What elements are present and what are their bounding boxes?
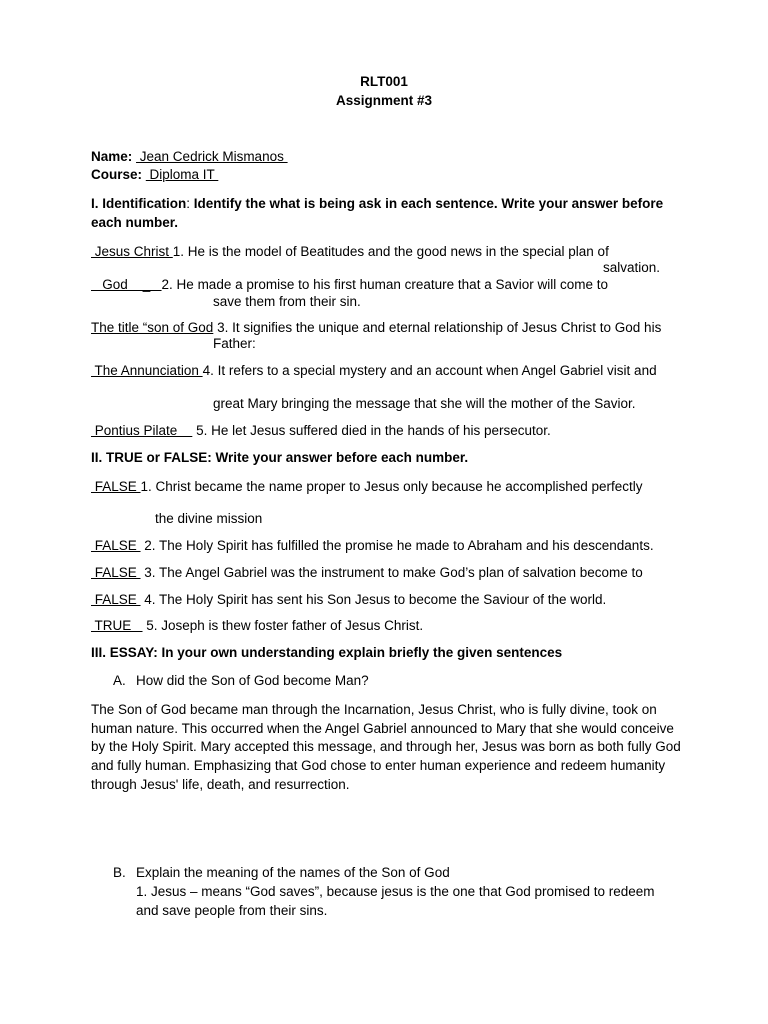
course-row <box>91 166 322 183</box>
part1-heading <box>91 195 663 212</box>
question-2-continued: save them from their sin. <box>213 294 361 309</box>
answer-4: The Annunciation <box>91 363 203 378</box>
identification-item-5 <box>91 422 551 439</box>
answer-1: Jesus Christ <box>91 244 173 259</box>
essay-question-a: How did the Son of God become Man? <box>136 673 369 688</box>
name-label: Name: <box>91 149 133 164</box>
question-3-continued: Father: <box>213 336 256 351</box>
document-code: RLT001 <box>360 74 408 89</box>
tf-statement-5: 5. Joseph is thew foster father of Jesus Christ. <box>142 618 424 633</box>
tf-answer-4: FALSE <box>91 592 141 607</box>
tf-item-5 <box>91 617 423 634</box>
question-1-continued: salvation. <box>603 260 661 275</box>
tf-item-2 <box>91 537 654 554</box>
tf-statement-1-continued: the divine mission <box>155 511 263 526</box>
identification-item-4 <box>91 362 657 379</box>
essay-answer-b: 1. Jesus – means “God saves”, because jesus is the one that God promised to redeem and save people from their sins. <box>136 884 655 918</box>
tf-answer-5: TRUE <box>91 618 143 633</box>
tf-statement-2: 2. The Holy Spirit has fulfilled the promise he made to Abraham and his descendants. <box>140 538 654 553</box>
question-2: 2. He made a promise to his first human creature that a Savior will come to <box>161 277 608 292</box>
name-row <box>91 148 312 165</box>
tf-answer-3: FALSE <box>91 565 141 580</box>
identification-item-3 <box>91 319 661 336</box>
essay-answer-a: The Son of God became man through the Incarnation, Jesus Christ, who is fully divine, took on human nature. This occurred when the Angel Gabriel announced to Mary that she would conceive by the Holy Spirit. Mary accepted this message, and through her, Jesus was born as both fully God and fully human. Emphasizing that God chose to enter human experience and redeem humanity through Jesus' life, death, and resurrection. <box>91 702 681 792</box>
question-4: 4. It refers to a special mystery and an account when Angel Gabriel visit and <box>202 363 657 378</box>
course-value: Diploma IT <box>145 167 219 182</box>
tf-statement-3: 3. The Angel Gabriel was the instrument to make God’s plan of salvation become to <box>140 565 643 580</box>
tf-statement-4: 4. The Holy Spirit has sent his Son Jesus to become the Saviour of the world. <box>140 592 607 607</box>
question-5: 5. He let Jesus suffered died in the hands of his persecutor. <box>192 423 551 438</box>
essay-question-b: Explain the meaning of the names of the Son of God <box>136 865 450 880</box>
tf-answer-2: FALSE <box>91 538 141 553</box>
part1-heading-colon: : <box>186 196 191 211</box>
tf-item-3 <box>91 564 643 581</box>
assignment-title: Assignment #3 <box>335 93 433 108</box>
part2-heading: II. TRUE or FALSE: Write your answer before each number. <box>91 450 469 465</box>
part1-heading-line2: each number. <box>91 215 179 230</box>
tf-statement-1: 1. Christ became the name proper to Jesus only because he accomplished perfectly <box>140 479 643 494</box>
tf-item-4 <box>91 591 606 608</box>
answer-3: The title “son of God <box>91 320 214 335</box>
essay-question-a-marker: A. <box>113 673 126 688</box>
tf-item-1 <box>91 478 643 495</box>
answer-5: Pontius Pilate <box>91 423 193 438</box>
course-label: Course: <box>91 167 143 182</box>
part1-heading-number: I. Identification <box>91 196 187 211</box>
question-3: 3. It signifies the unique and eternal relationship of Jesus Christ to God his <box>213 320 662 335</box>
name-value: Jean Cedrick Mismanos <box>136 149 288 164</box>
tf-answer-1: FALSE <box>91 479 141 494</box>
part1-heading-text: Identify the what is being ask in each sentence. Write your answer before <box>190 196 664 211</box>
identification-item-1 <box>91 243 609 260</box>
answer-2: God _ <box>91 277 162 292</box>
question-4-continued: great Mary bringing the message that she will the mother of the Savior. <box>213 396 636 411</box>
question-1: 1. He is the model of Beatitudes and the good news in the special plan of <box>172 244 609 259</box>
identification-item-2 <box>91 276 608 293</box>
essay-question-b-marker: B. <box>113 865 126 880</box>
part3-heading: III. ESSAY: In your own understanding explain briefly the given sentences <box>91 645 563 660</box>
